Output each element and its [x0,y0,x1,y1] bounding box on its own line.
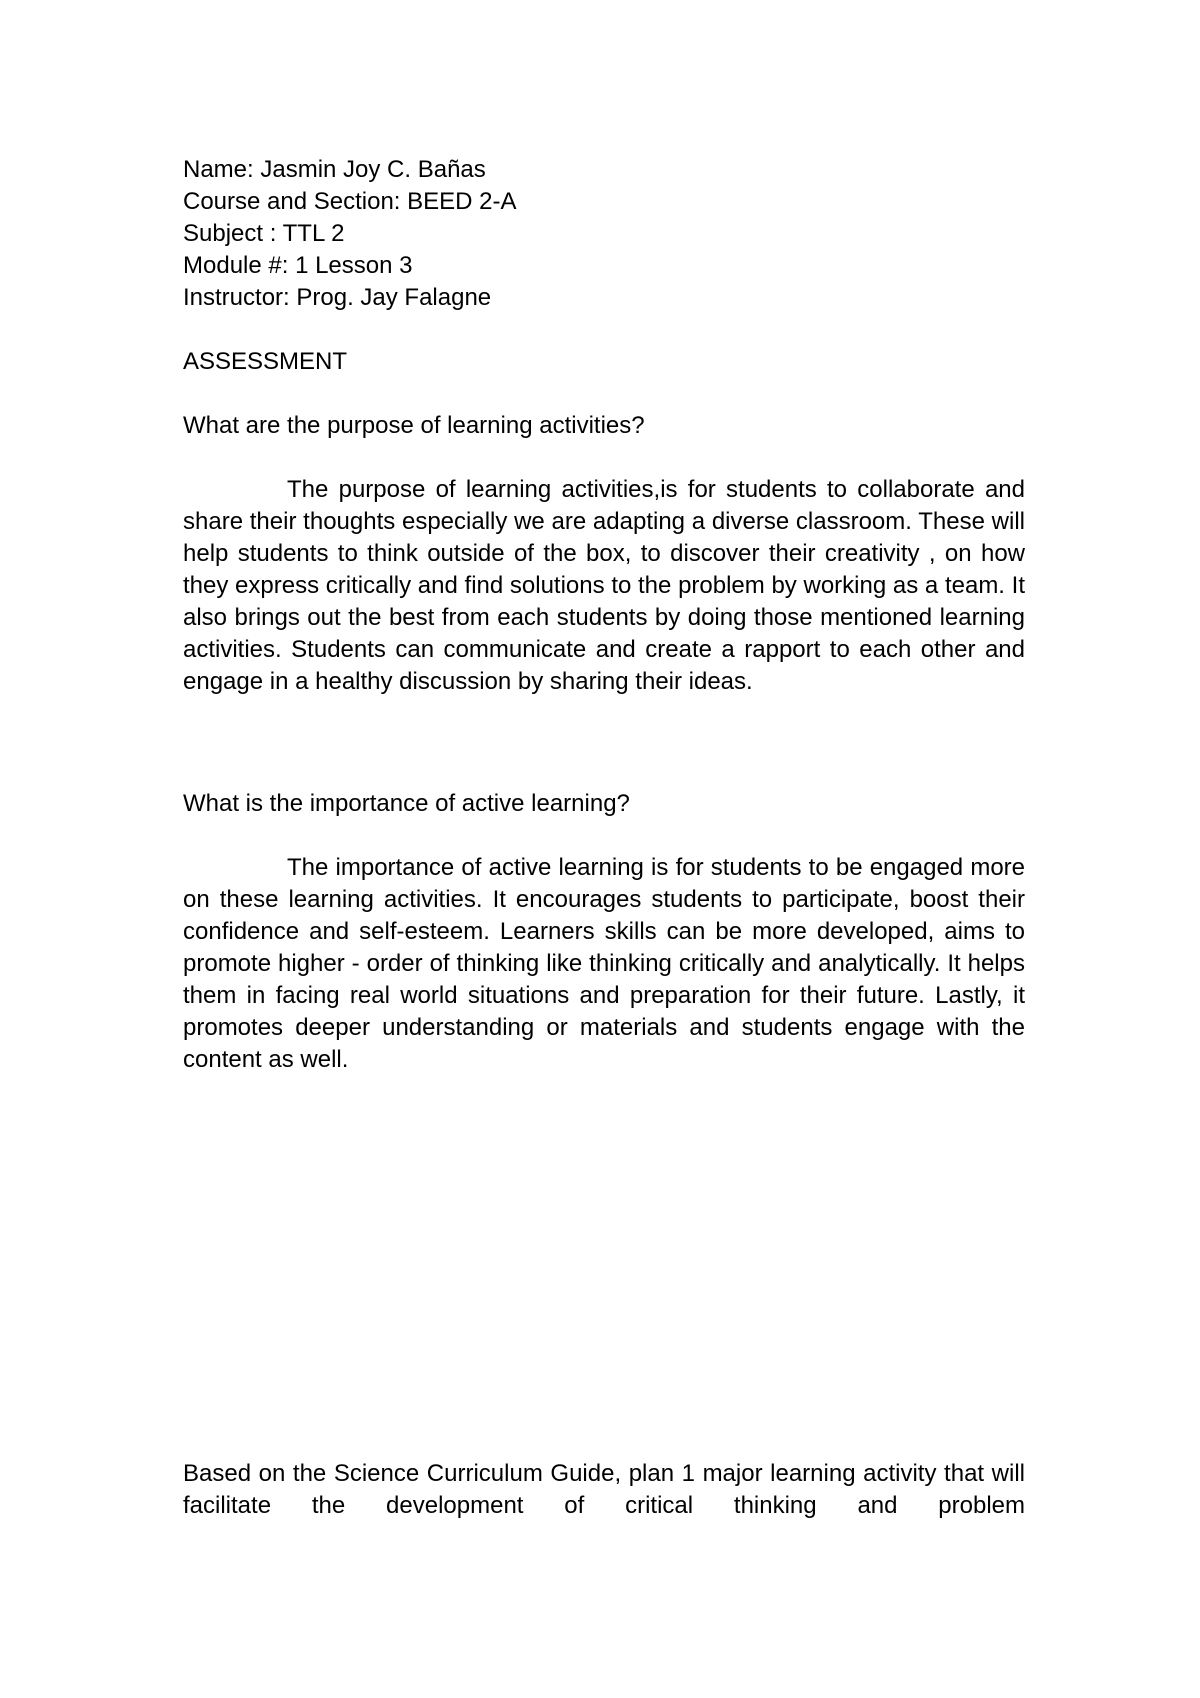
student-name: Name: Jasmin Joy C. Bañas [183,156,486,183]
question-1: What are the purpose of learning activities? [183,412,645,439]
student-info-header [183,154,1025,314]
question-2: What is the importance of active learning? [183,790,630,817]
answer-1: The purpose of learning activities,is for students to collaborate and share their thoughts especially we are adapting a diverse classroom. These will help students to think outside of the box, to discover their creativity , on how they express critically and find solutions to the problem by working as a team. It also brings out the best from each students by doing those mentioned learning activities. Students can communicate and create a rapport to each other and engage in a healthy discussion by sharing their ideas. [183,476,1025,695]
task-prompt: Based on the Science Curriculum Guide, plan 1 major learning activity that will facilitate the development of critical thinking and problem [183,1460,1025,1519]
answer-2: The importance of active learning is for students to be engaged more on these learning activities. It encourages students to participate, boost their confidence and self-esteem. Learners skills can be more developed, aims to promote higher - order of thinking like thinking critically and analytically. It helps them in facing real world situations and preparation for their future. Lastly, it promotes deeper understanding or materials and students engage with the content as well. [183,854,1025,1073]
course-section: Course and Section: BEED 2-A [183,188,517,215]
subject: Subject : TTL 2 [183,220,345,247]
assessment-title: ASSESSMENT [183,348,348,375]
module-lesson: Module #: 1 Lesson 3 [183,252,413,279]
instructor: Instructor: Prog. Jay Falagne [183,284,492,311]
document-body [183,154,1025,1076]
